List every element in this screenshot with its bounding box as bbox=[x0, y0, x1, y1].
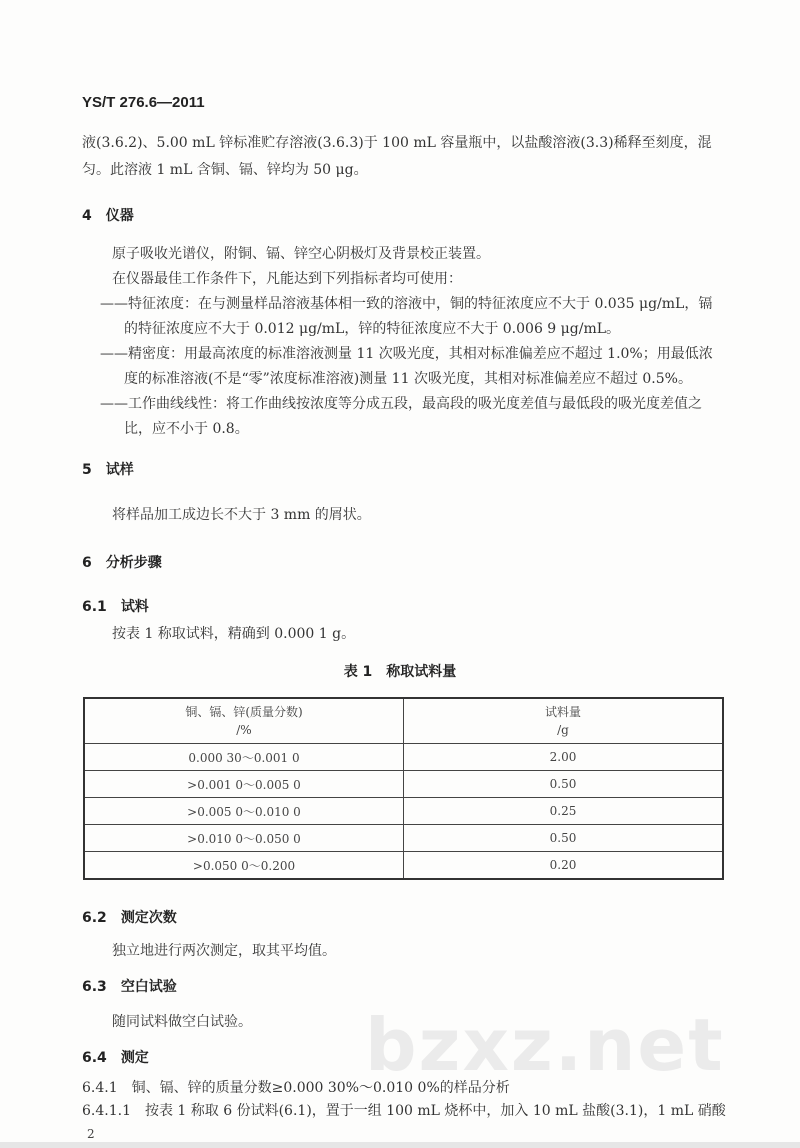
bottom-edge bbox=[0, 1142, 800, 1148]
cell-sample-mass: 0.20 bbox=[404, 852, 724, 880]
cell-mass-fraction: >0.005 0～0.010 0 bbox=[84, 798, 404, 825]
section-4-paragraph-1: 原子吸收光谱仪，附铜、镉、锌空心阴极灯及背景校正装置。 bbox=[112, 246, 490, 262]
section-number: 6 bbox=[82, 555, 92, 571]
section-6-2-paragraph: 独立地进行两次测定，取其平均值。 bbox=[112, 943, 336, 959]
column-header-sample-mass bbox=[404, 698, 724, 744]
cell-sample-mass: 2.00 bbox=[404, 744, 724, 771]
section-number: 5 bbox=[82, 462, 92, 478]
cell-sample-mass: 0.50 bbox=[404, 771, 724, 798]
cell-mass-fraction: >0.050 0～0.200 bbox=[84, 852, 404, 880]
section-5-heading bbox=[82, 459, 134, 479]
section-6-heading bbox=[82, 552, 162, 572]
table-row bbox=[84, 744, 723, 771]
list-item-precision: ——精密度：用最高浓度的标准溶液测量 11 次吸光度，其相对标准偏差应不超过 1.0%；用最低浓 bbox=[100, 346, 713, 362]
table-1-sample-mass bbox=[83, 697, 724, 880]
section-title: 测定 bbox=[120, 1050, 149, 1066]
paragraph-text: 按表 1 称取 6 份试料(6.1)，置于一组 100 mL 烧杯中，加入 10 mL 盐酸(3.1)，1 mL 硝酸 bbox=[144, 1103, 726, 1119]
section-title: 空白试验 bbox=[120, 979, 177, 995]
cell-mass-fraction: >0.010 0～0.050 0 bbox=[84, 825, 404, 852]
cell-sample-mass: 0.25 bbox=[404, 798, 724, 825]
table-row bbox=[84, 771, 723, 798]
intro-line-2: 匀。此溶液 1 mL 含铜、镉、锌均为 50 μg。 bbox=[82, 162, 368, 178]
section-title: 分析步骤 bbox=[105, 555, 162, 571]
section-4-paragraph-2: 在仪器最佳工作条件下，凡能达到下列指标者均可使用： bbox=[112, 271, 462, 287]
table-row bbox=[84, 798, 723, 825]
section-number: 6.2 bbox=[82, 910, 107, 926]
intro-line-1: 液(3.6.2)、5.00 mL 锌标准贮存溶液(3.6.3)于 100 mL 容量瓶中，以盐酸溶液(3.3)稀释至刻度，混 bbox=[82, 135, 712, 151]
header-label: 试料量 bbox=[544, 705, 581, 719]
cell-mass-fraction: >0.001 0～0.005 0 bbox=[84, 771, 404, 798]
list-item-precision-cont: 度的标准溶液(不是“零”浓度标准溶液)测量 11 次吸光度，其相对标准偏差应不超过 0.5%。 bbox=[124, 371, 692, 387]
cell-mass-fraction: 0.000 30～0.001 0 bbox=[84, 744, 404, 771]
header-label: 铜、镉、锌(质量分数) bbox=[185, 705, 303, 719]
table-header-row bbox=[84, 698, 723, 744]
table-row bbox=[84, 825, 723, 852]
section-6-1-paragraph: 按表 1 称取试料，精确到 0.000 1 g。 bbox=[112, 626, 356, 642]
section-6-4-heading bbox=[82, 1047, 149, 1067]
section-number: 4 bbox=[82, 208, 92, 224]
section-number: 6.3 bbox=[82, 979, 107, 995]
section-6-4-1-1-paragraph bbox=[82, 1101, 726, 1121]
list-item-linearity-cont: 比，应不小于 0.8。 bbox=[124, 421, 249, 437]
section-title: 测定次数 bbox=[120, 910, 177, 926]
list-item-characteristic-concentration: ——特征浓度：在与测量样品溶液基体相一致的溶液中，铜的特征浓度应不大于 0.035 μg/mL，镉 bbox=[100, 296, 713, 312]
section-number: 6.1 bbox=[82, 599, 107, 615]
section-number: 6.4.1 bbox=[82, 1080, 118, 1096]
page-number: 2 bbox=[87, 1127, 95, 1141]
section-5-paragraph: 将样品加工成边长不大于 3 mm 的屑状。 bbox=[112, 507, 371, 523]
standard-code-header: YS/T 276.6—2011 bbox=[82, 94, 205, 111]
column-header-mass-fraction bbox=[84, 698, 404, 744]
list-item-characteristic-concentration-cont: 的特征浓度应不大于 0.012 μg/mL，锌的特征浓度应不大于 0.006 9 μg/mL。 bbox=[124, 321, 621, 337]
section-4-heading bbox=[82, 205, 134, 225]
cell-sample-mass: 0.50 bbox=[404, 825, 724, 852]
section-title: 仪器 bbox=[105, 208, 134, 224]
list-item-linearity: ——工作曲线线性：将工作曲线按浓度等分成五段，最高段的吸光度差值与最低段的吸光度差值之 bbox=[100, 396, 702, 412]
header-unit: /g bbox=[557, 723, 569, 737]
section-number: 6.4 bbox=[82, 1050, 107, 1066]
section-6-2-heading bbox=[82, 907, 177, 927]
section-number: 6.4.1.1 bbox=[82, 1103, 131, 1119]
section-6-3-heading bbox=[82, 976, 177, 996]
watermark: bzxz.net bbox=[365, 1003, 725, 1087]
section-title: 试料 bbox=[120, 599, 149, 615]
section-6-3-paragraph: 随同试料做空白试验。 bbox=[112, 1014, 252, 1030]
section-6-1-heading bbox=[82, 596, 149, 616]
section-title: 试样 bbox=[105, 462, 134, 478]
section-title: 铜、镉、锌的质量分数≥0.000 30%～0.010 0%的样品分析 bbox=[131, 1080, 510, 1096]
table-row bbox=[84, 852, 723, 880]
table-1-caption: 表 1 称取试料量 bbox=[343, 664, 457, 680]
section-6-4-1-heading bbox=[82, 1078, 510, 1098]
header-unit: /% bbox=[236, 723, 252, 737]
